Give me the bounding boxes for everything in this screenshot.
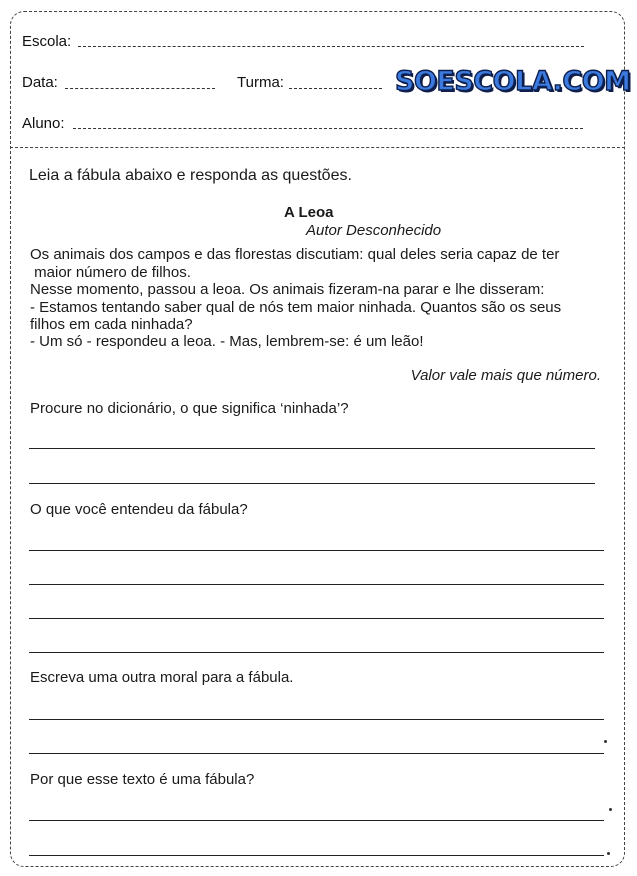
answer-line[interactable]	[29, 820, 604, 821]
school-label: Escola:	[22, 33, 72, 50]
answer-line[interactable]	[29, 855, 604, 856]
stray-mark	[609, 808, 612, 811]
answer-line[interactable]	[29, 719, 604, 720]
answer-line[interactable]	[29, 550, 604, 551]
class-field[interactable]	[289, 88, 382, 89]
student-label: Aluno:	[22, 115, 65, 132]
worksheet-border	[10, 11, 625, 867]
answer-line[interactable]	[29, 618, 604, 619]
fable-line: - Estamos tentando saber qual de nós tem maior ninhada. Quantos são os seus	[30, 299, 562, 316]
question-2: O que você entendeu da fábula?	[30, 501, 248, 518]
fable-line: maior número de filhos.	[30, 264, 191, 281]
question-3: Escreva uma outra moral para a fábula.	[30, 669, 294, 686]
date-field[interactable]	[65, 88, 215, 89]
stray-mark	[607, 852, 610, 855]
fable-line: - Um só - respondeu a leoa. - Mas, lembrem-se: é um leão!	[30, 333, 424, 350]
answer-line[interactable]	[29, 448, 595, 449]
answer-line[interactable]	[29, 753, 604, 754]
stray-mark	[604, 740, 607, 743]
fable-line: filhos em cada ninhada?	[30, 316, 193, 333]
class-label: Turma:	[237, 74, 284, 91]
header-divider	[10, 147, 625, 148]
question-1: Procure no dicionário, o que significa ‘ninhada’?	[30, 400, 349, 417]
fable-title: A Leoa	[284, 204, 334, 221]
instruction-text: Leia a fábula abaixo e responda as questões.	[29, 167, 352, 184]
fable-moral: Valor vale mais que número.	[410, 367, 601, 384]
fable-line: Nesse momento, passou a leoa. Os animais fizeram-na parar e lhe disseram:	[30, 281, 545, 298]
answer-line[interactable]	[29, 483, 595, 484]
fable-line: Os animais dos campos e das florestas discutiam: qual deles seria capaz de ter	[30, 246, 560, 263]
school-field[interactable]	[78, 46, 584, 47]
answer-line[interactable]	[29, 652, 604, 653]
answer-line[interactable]	[29, 584, 604, 585]
date-label: Data:	[22, 74, 58, 91]
site-logo: SOESCOLA.COM	[395, 66, 631, 97]
question-4: Por que esse texto é uma fábula?	[30, 771, 255, 788]
student-field[interactable]	[73, 128, 583, 129]
fable-author: Autor Desconhecido	[306, 222, 442, 239]
